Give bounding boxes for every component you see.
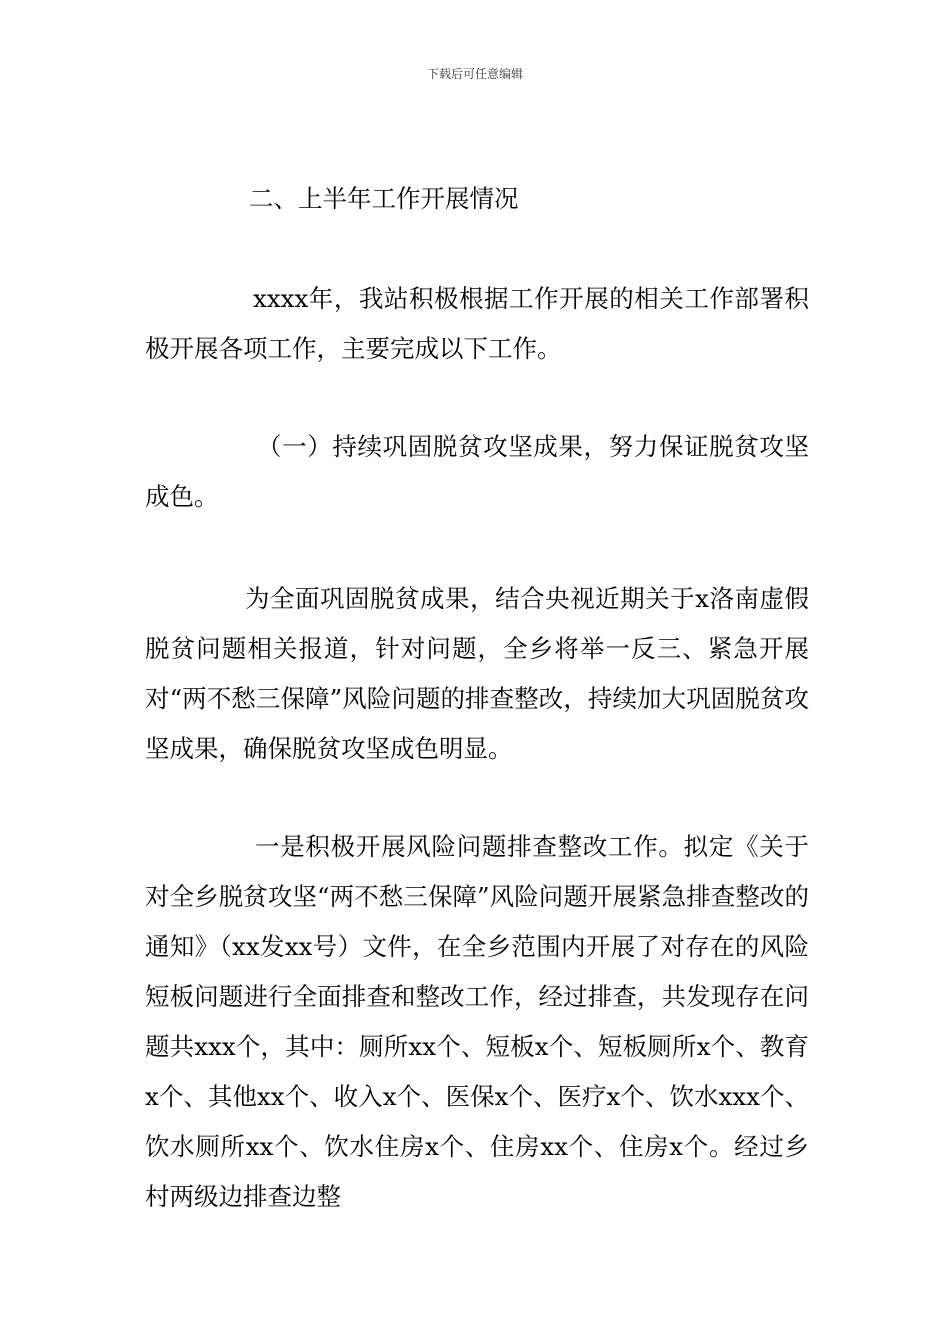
- section-heading: 二、上半年工作开展情况: [249, 184, 519, 213]
- page-header-note: 下载后可任意编辑: [426, 67, 523, 81]
- intro-paragraph: xxxx年，我站积极根据工作开展的相关工作部署积极开展各项工作，主要完成以下工作。: [145, 284, 809, 363]
- body-paragraph-1: 为全面巩固脱贫成果，结合央视近期关于x洛南虚假脱贫问题相关报道，针对问题，全乡将举一反三、紧急开展对“两不愁三保障”风险问题的排查整改，持续加大巩固脱贫攻坚成果，确保脱贫攻坚成色明显。: [145, 584, 809, 763]
- subheading-1: （一）持续巩固脱贫攻坚成果，努力保证脱贫攻坚成色。: [145, 432, 809, 511]
- body-paragraph-2: 一是积极开展风险问题排查整改工作。拟定《关于对全乡脱贫攻坚“两不愁三保障”风险问题开展紧急排查整改的通知》（xx发xx号）文件，在全乡范围内开展了对存在的风险短板问题进行全面排查和整改工作，经过排查，共发现存在问题共xxx个，其中：厕所xx个、短板x个、短板厕所x个、教育x个、其他xx个、收入x个、医保x个、医疗x个、饮水xxx个、饮水厕所xx个、饮水住房x个、住房xx个、住房x个。经过乡村两级边排查边整: [145, 832, 809, 1211]
